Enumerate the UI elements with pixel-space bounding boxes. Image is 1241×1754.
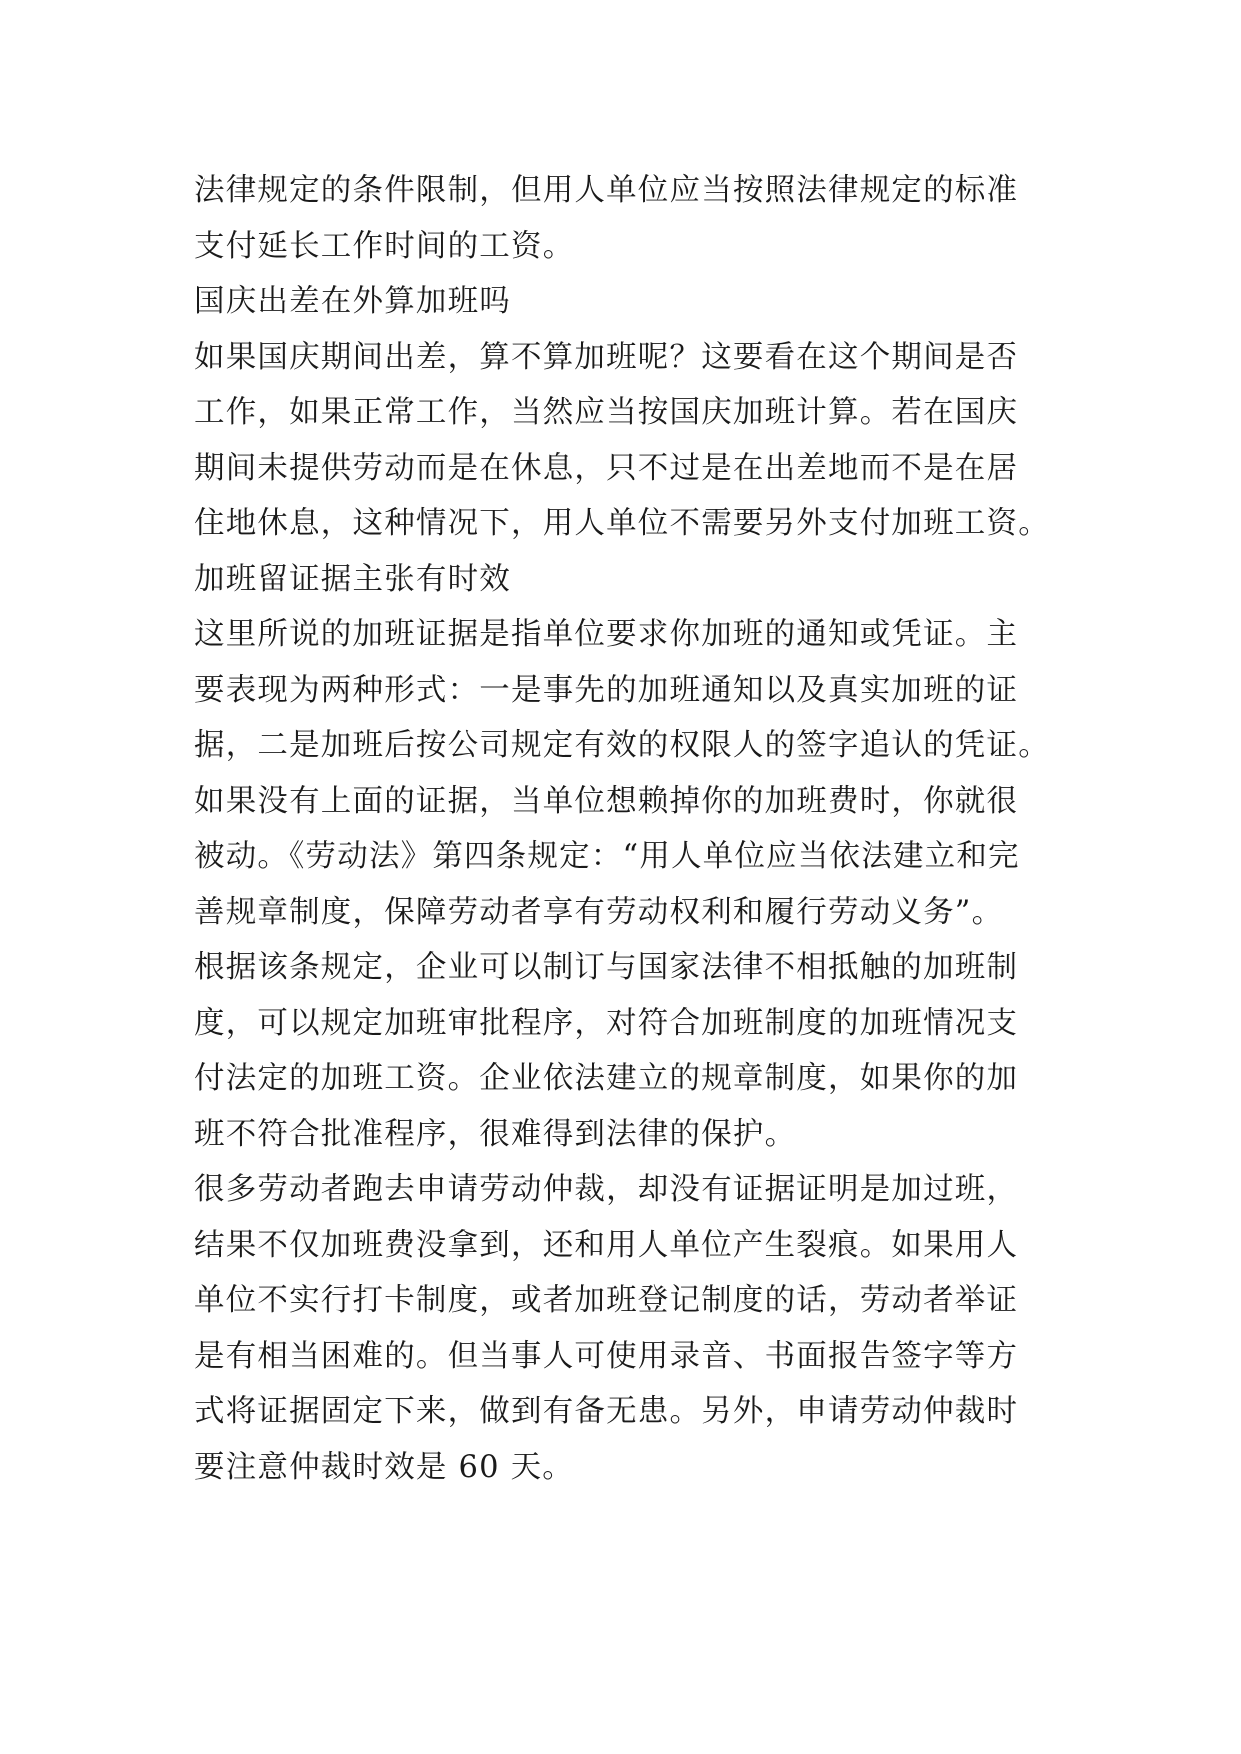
text-line: 如果国庆期间出差，算不算加班呢？这要看在这个期间是否	[194, 339, 1019, 375]
text-line: 结果不仅加班费没拿到，还和用人单位产生裂痕。如果用人	[194, 1227, 1019, 1263]
text-line: 很多劳动者跑去申请劳动仲裁，却没有证据证明是加过班，	[194, 1172, 1019, 1207]
text-line: 据，二是加班后按公司规定有效的权限人的签字追认的凭证。	[194, 728, 1050, 763]
text-line: 班不符合批准程序，很难得到法律的保护。	[194, 1116, 797, 1152]
text-line: 被动。《劳动法》第四条规定：“用人单位应当依法建立和完	[194, 839, 1020, 874]
text-line: 法律规定的条件限制，但用人单位应当按照法律规定的标准	[194, 173, 1019, 208]
text-line: 住地休息，这种情况下，用人单位不需要另外支付加班工资。	[194, 506, 1050, 541]
section-heading: 国庆出差在外算加班吗	[194, 284, 511, 319]
text-line: 根据该条规定，企业可以制订与国家法律不相抵触的加班制	[194, 950, 1019, 985]
text-line: 善规章制度，保障劳动者享有劳动权利和履行劳动义务”。	[194, 894, 1004, 930]
text-line: 要注意仲裁时效是 60 天。	[194, 1449, 574, 1485]
text-line: 如果没有上面的证据，当单位想赖掉你的加班费时，你就很	[194, 783, 1019, 819]
text-line: 度，可以规定加班审批程序，对符合加班制度的加班情况支	[194, 1005, 1019, 1041]
text-line: 是有相当困难的。但当事人可使用录音、书面报告签字等方	[194, 1338, 1019, 1374]
text-line: 单位不实行打卡制度，或者加班登记制度的话，劳动者举证	[194, 1283, 1019, 1318]
text-line: 工作，如果正常工作，当然应当按国庆加班计算。若在国庆	[194, 395, 1019, 430]
text-line: 期间未提供劳动而是在休息，只不过是在出差地而不是在居	[194, 450, 1019, 486]
section-heading: 加班留证据主张有时效	[194, 561, 511, 597]
text-line: 这里所说的加班证据是指单位要求你加班的通知或凭证。主	[194, 617, 1019, 652]
text-line: 付法定的加班工资。企业依法建立的规章制度，如果你的加	[194, 1061, 1019, 1096]
text-line: 式将证据固定下来，做到有备无患。另外，申请劳动仲裁时	[194, 1394, 1019, 1429]
document-body	[194, 163, 1054, 1495]
text-line: 支付延长工作时间的工资。	[194, 228, 575, 264]
text-line: 要表现为两种形式：一是事先的加班通知以及真实加班的证	[194, 672, 1019, 708]
